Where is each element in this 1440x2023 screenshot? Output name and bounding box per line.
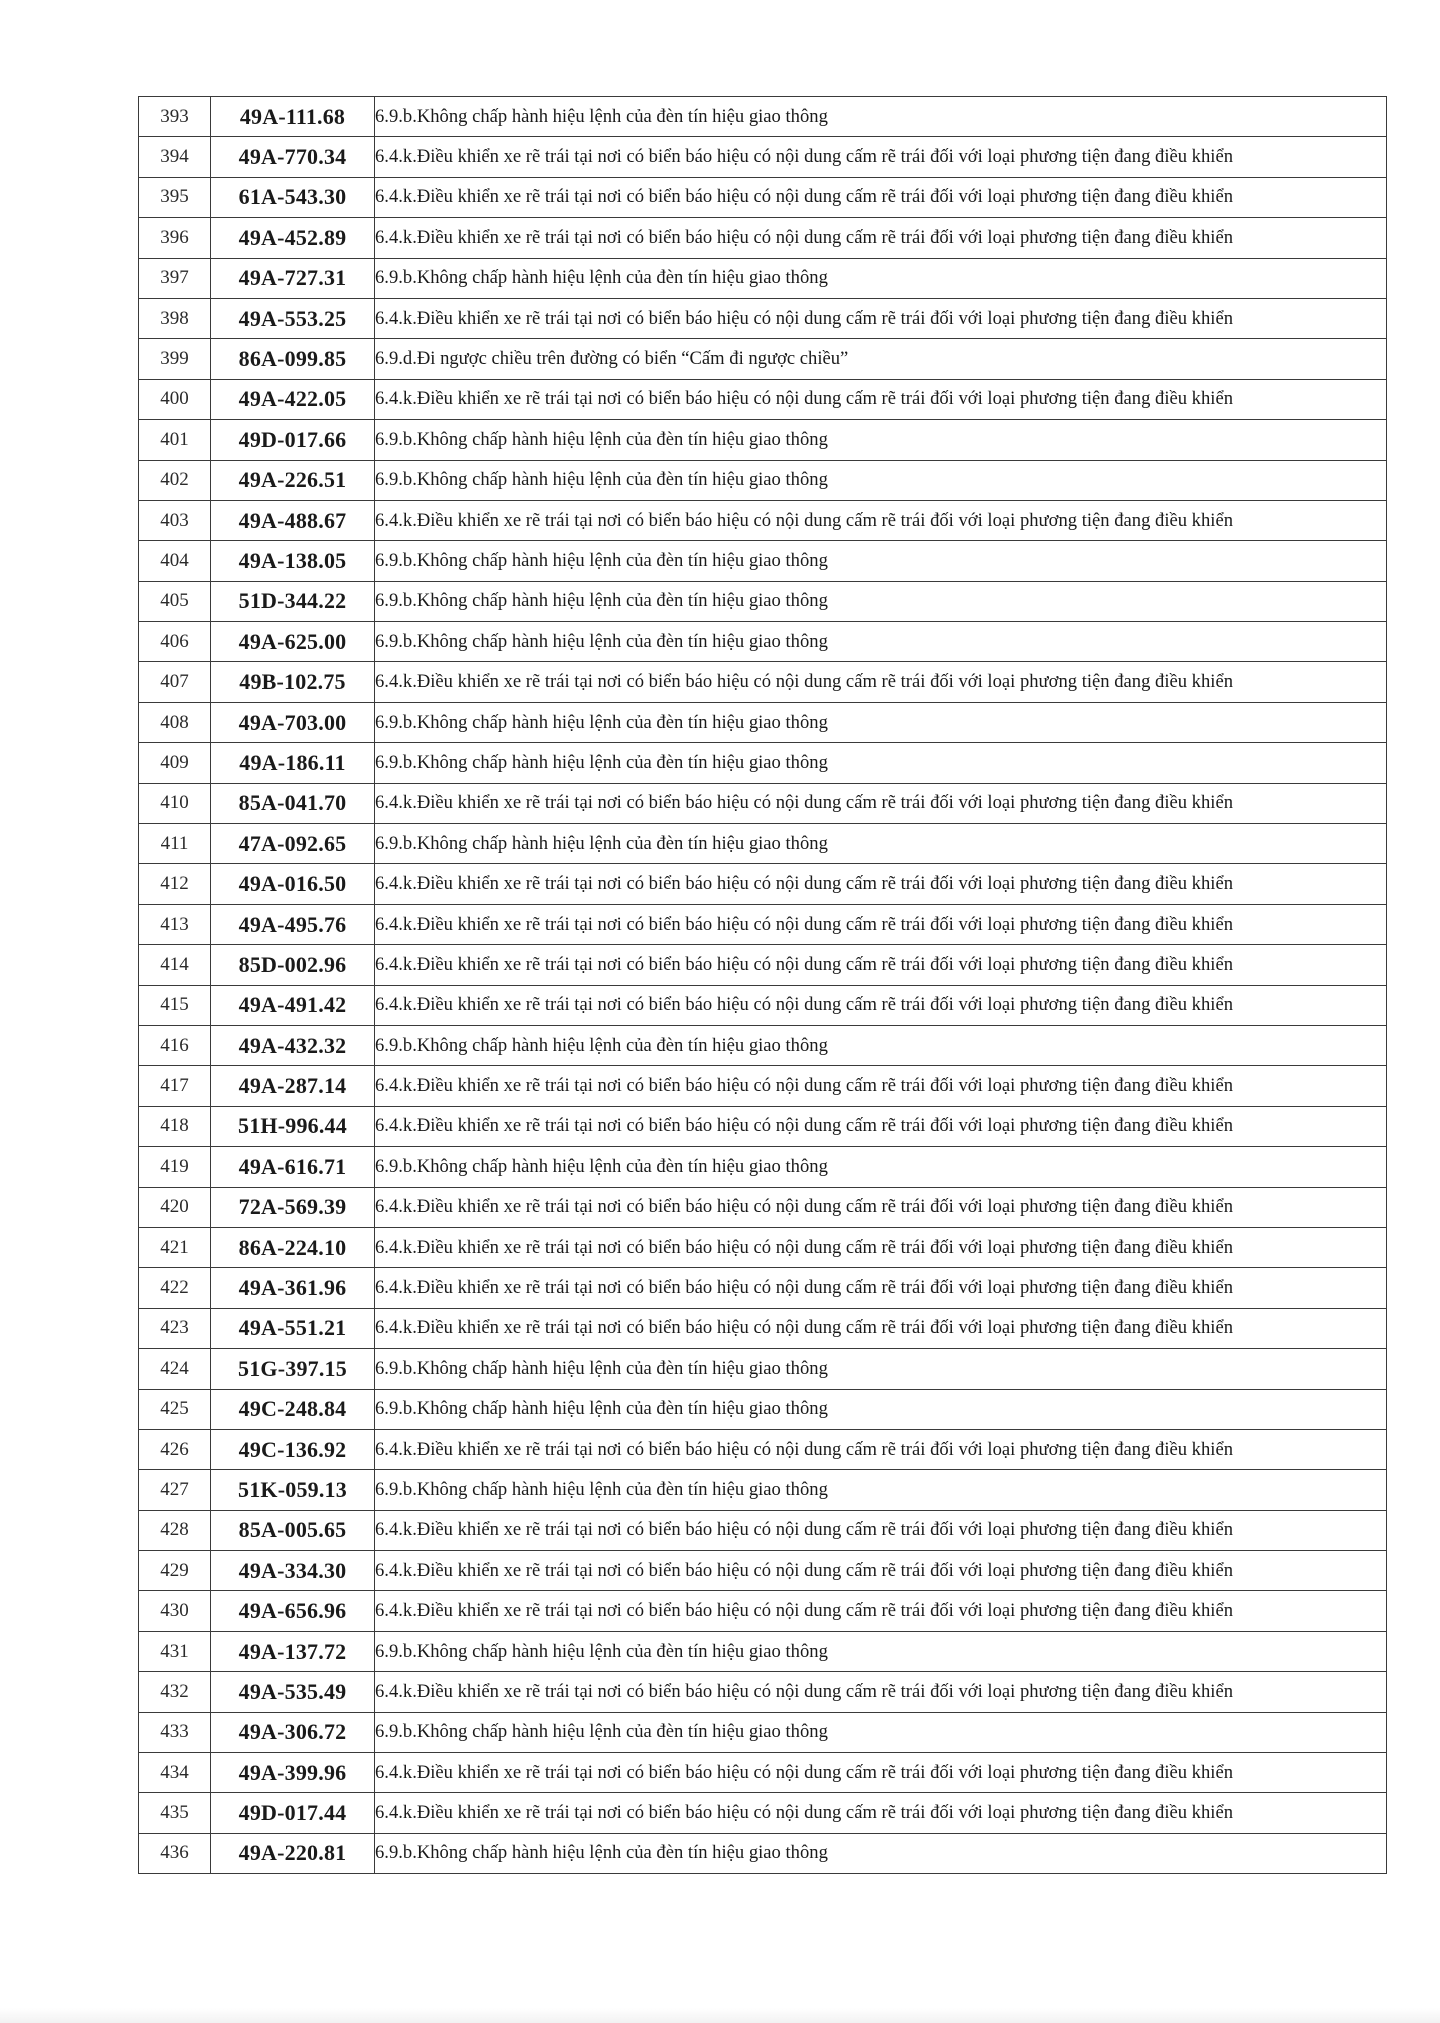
- row-number-cell: 401: [139, 420, 211, 460]
- row-number-cell: 436: [139, 1833, 211, 1873]
- license-plate-cell: 49A-616.71: [211, 1147, 375, 1187]
- scan-bottom-edge: [0, 2008, 1440, 2023]
- row-number-cell: 395: [139, 177, 211, 217]
- license-plate-cell: 47A-092.65: [211, 824, 375, 864]
- table-row: [139, 1672, 1387, 1712]
- violation-description-cell: 6.4.k.Điều khiển xe rẽ trái tại nơi có biển báo hiệu có nội dung cấm rẽ trái đối với loại phương tiện đang điều khiển: [375, 945, 1387, 985]
- row-number-cell: 425: [139, 1389, 211, 1429]
- table-row: [139, 1551, 1387, 1591]
- license-plate-cell: 49A-306.72: [211, 1712, 375, 1752]
- violation-description-cell: 6.4.k.Điều khiển xe rẽ trái tại nơi có biển báo hiệu có nội dung cấm rẽ trái đối với loại phương tiện đang điều khiển: [375, 1793, 1387, 1833]
- row-number-cell: 400: [139, 379, 211, 419]
- table-row: [139, 864, 1387, 904]
- license-plate-cell: 49A-495.76: [211, 904, 375, 944]
- license-plate-cell: 49A-491.42: [211, 985, 375, 1025]
- license-plate-cell: 61A-543.30: [211, 177, 375, 217]
- license-plate-cell: 85A-005.65: [211, 1510, 375, 1550]
- table-row: [139, 500, 1387, 540]
- table-row: [139, 904, 1387, 944]
- table-row: [139, 1349, 1387, 1389]
- row-number-cell: 435: [139, 1793, 211, 1833]
- row-number-cell: 406: [139, 622, 211, 662]
- violation-description-cell: 6.4.k.Điều khiển xe rẽ trái tại nơi có biển báo hiệu có nội dung cấm rẽ trái đối với loại phương tiện đang điều khiển: [375, 864, 1387, 904]
- row-number-cell: 410: [139, 783, 211, 823]
- row-number-cell: 418: [139, 1106, 211, 1146]
- row-number-cell: 421: [139, 1227, 211, 1267]
- violation-description-cell: 6.9.b.Không chấp hành hiệu lệnh của đèn tín hiệu giao thông: [375, 824, 1387, 864]
- violation-description-cell: 6.4.k.Điều khiển xe rẽ trái tại nơi có biển báo hiệu có nội dung cấm rẽ trái đối với loại phương tiện đang điều khiển: [375, 298, 1387, 338]
- table-row: [139, 783, 1387, 823]
- license-plate-cell: 72A-569.39: [211, 1187, 375, 1227]
- license-plate-cell: 49B-102.75: [211, 662, 375, 702]
- license-plate-cell: 49C-248.84: [211, 1389, 375, 1429]
- violation-description-cell: 6.4.k.Điều khiển xe rẽ trái tại nơi có biển báo hiệu có nội dung cấm rẽ trái đối với loại phương tiện đang điều khiển: [375, 218, 1387, 258]
- table-row: [139, 702, 1387, 742]
- license-plate-cell: 49A-186.11: [211, 743, 375, 783]
- violation-description-cell: 6.4.k.Điều khiển xe rẽ trái tại nơi có biển báo hiệu có nội dung cấm rẽ trái đối với loại phương tiện đang điều khiển: [375, 1510, 1387, 1550]
- row-number-cell: 433: [139, 1712, 211, 1752]
- violation-description-cell: 6.4.k.Điều khiển xe rẽ trái tại nơi có biển báo hiệu có nội dung cấm rẽ trái đối với loại phương tiện đang điều khiển: [375, 1551, 1387, 1591]
- row-number-cell: 398: [139, 298, 211, 338]
- table-row: [139, 945, 1387, 985]
- license-plate-cell: 49D-017.66: [211, 420, 375, 460]
- table-row: [139, 581, 1387, 621]
- row-number-cell: 434: [139, 1753, 211, 1793]
- violation-description-cell: 6.9.b.Không chấp hành hiệu lệnh của đèn tín hiệu giao thông: [375, 702, 1387, 742]
- table-row: [139, 1227, 1387, 1267]
- table-row: [139, 1147, 1387, 1187]
- violation-description-cell: 6.4.k.Điều khiển xe rẽ trái tại nơi có biển báo hiệu có nội dung cấm rẽ trái đối với loại phương tiện đang điều khiển: [375, 500, 1387, 540]
- table-row: [139, 298, 1387, 338]
- row-number-cell: 408: [139, 702, 211, 742]
- table-row: [139, 1470, 1387, 1510]
- table-row: [139, 985, 1387, 1025]
- table-row: [139, 1187, 1387, 1227]
- license-plate-cell: 49A-399.96: [211, 1753, 375, 1793]
- row-number-cell: 427: [139, 1470, 211, 1510]
- license-plate-cell: 49A-488.67: [211, 500, 375, 540]
- license-plate-cell: 49A-727.31: [211, 258, 375, 298]
- row-number-cell: 407: [139, 662, 211, 702]
- row-number-cell: 413: [139, 904, 211, 944]
- violation-description-cell: 6.9.b.Không chấp hành hiệu lệnh của đèn tín hiệu giao thông: [375, 622, 1387, 662]
- table-row: [139, 1591, 1387, 1631]
- license-plate-cell: 49A-361.96: [211, 1268, 375, 1308]
- violation-description-cell: 6.9.b.Không chấp hành hiệu lệnh của đèn tín hiệu giao thông: [375, 460, 1387, 500]
- violation-description-cell: 6.4.k.Điều khiển xe rẽ trái tại nơi có biển báo hiệu có nội dung cấm rẽ trái đối với loại phương tiện đang điều khiển: [375, 177, 1387, 217]
- row-number-cell: 399: [139, 339, 211, 379]
- violation-description-cell: 6.9.b.Không chấp hành hiệu lệnh của đèn tín hiệu giao thông: [375, 1025, 1387, 1065]
- violation-description-cell: 6.9.b.Không chấp hành hiệu lệnh của đèn tín hiệu giao thông: [375, 1349, 1387, 1389]
- table-row: [139, 137, 1387, 177]
- license-plate-cell: 49C-136.92: [211, 1429, 375, 1469]
- license-plate-cell: 49A-111.68: [211, 97, 375, 137]
- table-row: [139, 420, 1387, 460]
- row-number-cell: 404: [139, 541, 211, 581]
- table-row: [139, 1268, 1387, 1308]
- row-number-cell: 402: [139, 460, 211, 500]
- table-row: [139, 97, 1387, 137]
- table-row: [139, 339, 1387, 379]
- violations-table: [138, 96, 1387, 1874]
- row-number-cell: 417: [139, 1066, 211, 1106]
- table-row: [139, 1793, 1387, 1833]
- table-row: [139, 662, 1387, 702]
- row-number-cell: 415: [139, 985, 211, 1025]
- violation-description-cell: 6.9.b.Không chấp hành hiệu lệnh của đèn tín hiệu giao thông: [375, 1389, 1387, 1429]
- row-number-cell: 403: [139, 500, 211, 540]
- violation-description-cell: 6.4.k.Điều khiển xe rẽ trái tại nơi có biển báo hiệu có nội dung cấm rẽ trái đối với loại phương tiện đang điều khiển: [375, 1308, 1387, 1348]
- table-row: [139, 258, 1387, 298]
- table-row: [139, 460, 1387, 500]
- row-number-cell: 429: [139, 1551, 211, 1591]
- violation-description-cell: 6.4.k.Điều khiển xe rẽ trái tại nơi có biển báo hiệu có nội dung cấm rẽ trái đối với loại phương tiện đang điều khiển: [375, 783, 1387, 823]
- row-number-cell: 394: [139, 137, 211, 177]
- violation-description-cell: 6.4.k.Điều khiển xe rẽ trái tại nơi có biển báo hiệu có nội dung cấm rẽ trái đối với loại phương tiện đang điều khiển: [375, 1066, 1387, 1106]
- violation-description-cell: 6.9.b.Không chấp hành hiệu lệnh của đèn tín hiệu giao thông: [375, 1712, 1387, 1752]
- license-plate-cell: 49A-535.49: [211, 1672, 375, 1712]
- row-number-cell: 405: [139, 581, 211, 621]
- violation-description-cell: 6.9.b.Không chấp hành hiệu lệnh của đèn tín hiệu giao thông: [375, 581, 1387, 621]
- row-number-cell: 430: [139, 1591, 211, 1631]
- violation-description-cell: 6.9.b.Không chấp hành hiệu lệnh của đèn tín hiệu giao thông: [375, 743, 1387, 783]
- table-row: [139, 1106, 1387, 1146]
- row-number-cell: 423: [139, 1308, 211, 1348]
- row-number-cell: 393: [139, 97, 211, 137]
- license-plate-cell: 49A-138.05: [211, 541, 375, 581]
- license-plate-cell: 49A-551.21: [211, 1308, 375, 1348]
- violation-description-cell: 6.9.b.Không chấp hành hiệu lệnh của đèn tín hiệu giao thông: [375, 1833, 1387, 1873]
- table-row: [139, 1833, 1387, 1873]
- row-number-cell: 420: [139, 1187, 211, 1227]
- license-plate-cell: 49A-553.25: [211, 298, 375, 338]
- violation-description-cell: 6.4.k.Điều khiển xe rẽ trái tại nơi có biển báo hiệu có nội dung cấm rẽ trái đối với loại phương tiện đang điều khiển: [375, 1268, 1387, 1308]
- row-number-cell: 432: [139, 1672, 211, 1712]
- table-row: [139, 541, 1387, 581]
- table-row: [139, 1025, 1387, 1065]
- license-plate-cell: 49A-220.81: [211, 1833, 375, 1873]
- row-number-cell: 396: [139, 218, 211, 258]
- violation-description-cell: 6.9.b.Không chấp hành hiệu lệnh của đèn tín hiệu giao thông: [375, 541, 1387, 581]
- license-plate-cell: 49A-452.89: [211, 218, 375, 258]
- row-number-cell: 409: [139, 743, 211, 783]
- violation-description-cell: 6.4.k.Điều khiển xe rẽ trái tại nơi có biển báo hiệu có nội dung cấm rẽ trái đối với loại phương tiện đang điều khiển: [375, 1227, 1387, 1267]
- license-plate-cell: 49A-625.00: [211, 622, 375, 662]
- violation-description-cell: 6.9.b.Không chấp hành hiệu lệnh của đèn tín hiệu giao thông: [375, 420, 1387, 460]
- row-number-cell: 428: [139, 1510, 211, 1550]
- license-plate-cell: 85D-002.96: [211, 945, 375, 985]
- table-row: [139, 1510, 1387, 1550]
- table-row: [139, 379, 1387, 419]
- license-plate-cell: 51D-344.22: [211, 581, 375, 621]
- violation-description-cell: 6.9.d.Đi ngược chiều trên đường có biển “Cấm đi ngược chiều”: [375, 339, 1387, 379]
- violation-description-cell: 6.4.k.Điều khiển xe rẽ trái tại nơi có biển báo hiệu có nội dung cấm rẽ trái đối với loại phương tiện đang điều khiển: [375, 137, 1387, 177]
- violation-description-cell: 6.4.k.Điều khiển xe rẽ trái tại nơi có biển báo hiệu có nội dung cấm rẽ trái đối với loại phương tiện đang điều khiển: [375, 985, 1387, 1025]
- row-number-cell: 412: [139, 864, 211, 904]
- table-row: [139, 1066, 1387, 1106]
- row-number-cell: 426: [139, 1429, 211, 1469]
- table-row: [139, 177, 1387, 217]
- violation-description-cell: 6.4.k.Điều khiển xe rẽ trái tại nơi có biển báo hiệu có nội dung cấm rẽ trái đối với loại phương tiện đang điều khiển: [375, 379, 1387, 419]
- license-plate-cell: 49A-137.72: [211, 1631, 375, 1671]
- violation-description-cell: 6.9.b.Không chấp hành hiệu lệnh của đèn tín hiệu giao thông: [375, 258, 1387, 298]
- license-plate-cell: 49A-226.51: [211, 460, 375, 500]
- violations-table-body: [139, 97, 1387, 1874]
- license-plate-cell: 86A-099.85: [211, 339, 375, 379]
- table-row: [139, 1631, 1387, 1671]
- license-plate-cell: 49A-334.30: [211, 1551, 375, 1591]
- row-number-cell: 411: [139, 824, 211, 864]
- table-row: [139, 1308, 1387, 1348]
- table-row: [139, 1712, 1387, 1752]
- violation-description-cell: 6.9.b.Không chấp hành hiệu lệnh của đèn tín hiệu giao thông: [375, 1631, 1387, 1671]
- table-row: [139, 743, 1387, 783]
- license-plate-cell: 85A-041.70: [211, 783, 375, 823]
- violation-description-cell: 6.4.k.Điều khiển xe rẽ trái tại nơi có biển báo hiệu có nội dung cấm rẽ trái đối với loại phương tiện đang điều khiển: [375, 1591, 1387, 1631]
- license-plate-cell: 86A-224.10: [211, 1227, 375, 1267]
- license-plate-cell: 49A-770.34: [211, 137, 375, 177]
- row-number-cell: 397: [139, 258, 211, 298]
- violation-description-cell: 6.4.k.Điều khiển xe rẽ trái tại nơi có biển báo hiệu có nội dung cấm rẽ trái đối với loại phương tiện đang điều khiển: [375, 1672, 1387, 1712]
- row-number-cell: 422: [139, 1268, 211, 1308]
- violation-description-cell: 6.4.k.Điều khiển xe rẽ trái tại nơi có biển báo hiệu có nội dung cấm rẽ trái đối với loại phương tiện đang điều khiển: [375, 904, 1387, 944]
- violation-description-cell: 6.4.k.Điều khiển xe rẽ trái tại nơi có biển báo hiệu có nội dung cấm rẽ trái đối với loại phương tiện đang điều khiển: [375, 662, 1387, 702]
- row-number-cell: 414: [139, 945, 211, 985]
- license-plate-cell: 49D-017.44: [211, 1793, 375, 1833]
- license-plate-cell: 49A-703.00: [211, 702, 375, 742]
- violation-description-cell: 6.4.k.Điều khiển xe rẽ trái tại nơi có biển báo hiệu có nội dung cấm rẽ trái đối với loại phương tiện đang điều khiển: [375, 1187, 1387, 1227]
- table-row: [139, 218, 1387, 258]
- table-row: [139, 1389, 1387, 1429]
- violation-description-cell: 6.4.k.Điều khiển xe rẽ trái tại nơi có biển báo hiệu có nội dung cấm rẽ trái đối với loại phương tiện đang điều khiển: [375, 1753, 1387, 1793]
- license-plate-cell: 49A-016.50: [211, 864, 375, 904]
- license-plate-cell: 51H-996.44: [211, 1106, 375, 1146]
- violation-description-cell: 6.4.k.Điều khiển xe rẽ trái tại nơi có biển báo hiệu có nội dung cấm rẽ trái đối với loại phương tiện đang điều khiển: [375, 1429, 1387, 1469]
- row-number-cell: 416: [139, 1025, 211, 1065]
- violation-description-cell: 6.9.b.Không chấp hành hiệu lệnh của đèn tín hiệu giao thông: [375, 1147, 1387, 1187]
- row-number-cell: 419: [139, 1147, 211, 1187]
- table-row: [139, 1753, 1387, 1793]
- table-row: [139, 824, 1387, 864]
- license-plate-cell: 51G-397.15: [211, 1349, 375, 1389]
- license-plate-cell: 49A-656.96: [211, 1591, 375, 1631]
- row-number-cell: 424: [139, 1349, 211, 1389]
- license-plate-cell: 49A-432.32: [211, 1025, 375, 1065]
- violation-description-cell: 6.4.k.Điều khiển xe rẽ trái tại nơi có biển báo hiệu có nội dung cấm rẽ trái đối với loại phương tiện đang điều khiển: [375, 1106, 1387, 1146]
- violation-description-cell: 6.9.b.Không chấp hành hiệu lệnh của đèn tín hiệu giao thông: [375, 1470, 1387, 1510]
- license-plate-cell: 49A-422.05: [211, 379, 375, 419]
- violation-description-cell: 6.9.b.Không chấp hành hiệu lệnh của đèn tín hiệu giao thông: [375, 97, 1387, 137]
- table-row: [139, 622, 1387, 662]
- row-number-cell: 431: [139, 1631, 211, 1671]
- license-plate-cell: 51K-059.13: [211, 1470, 375, 1510]
- table-row: [139, 1429, 1387, 1469]
- license-plate-cell: 49A-287.14: [211, 1066, 375, 1106]
